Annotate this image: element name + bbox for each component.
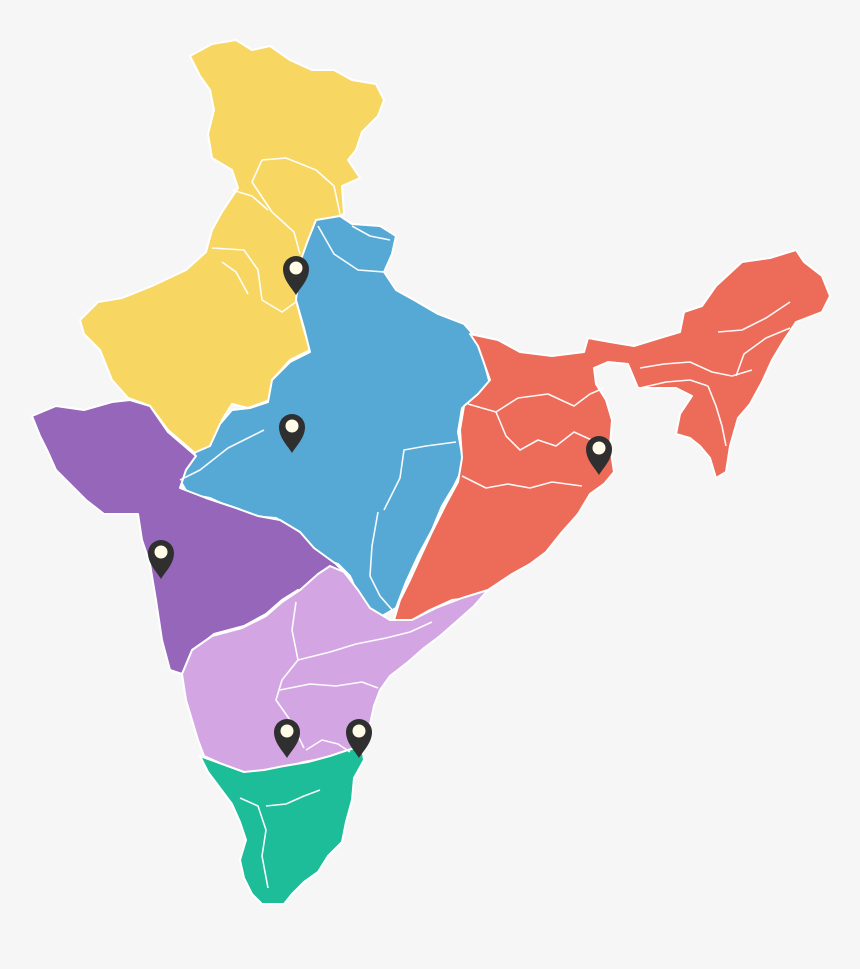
region-deep-south[interactable] xyxy=(200,746,364,904)
region-east[interactable] xyxy=(394,250,830,620)
